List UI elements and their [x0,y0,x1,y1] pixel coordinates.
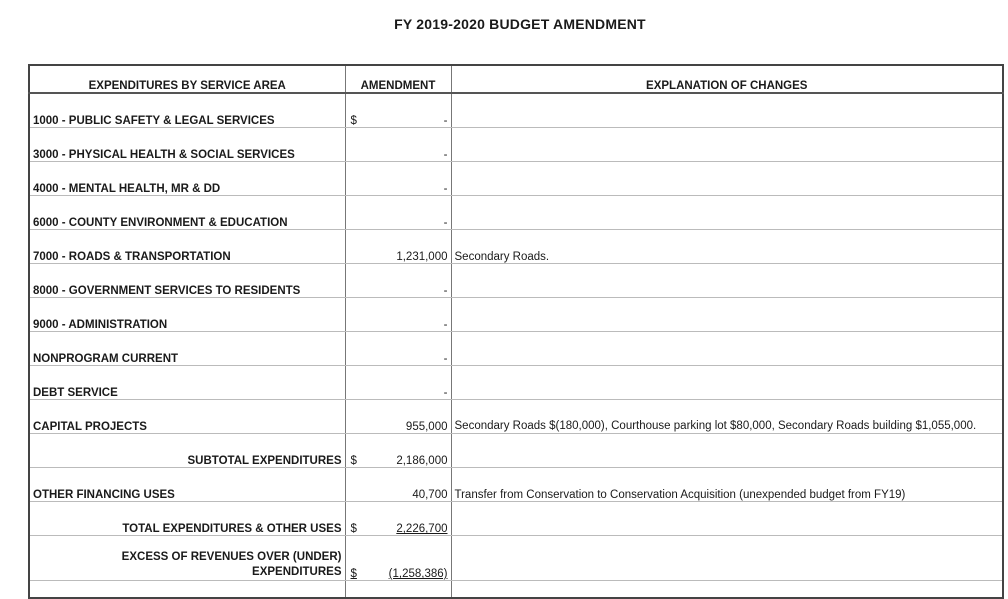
table-row [29,128,1003,162]
currency-symbol: $ [350,455,357,467]
other-financing-label: OTHER FINANCING USES [29,468,345,502]
amendment-amount [345,332,451,366]
amendment-amount [345,162,451,196]
currency-symbol: $ [350,523,357,535]
amount-value: 2,226,700 [396,523,448,535]
amount-value: (1,258,386) [388,568,448,580]
other-financing-row [29,468,1003,502]
service-area: 9000 - ADMINISTRATION [29,298,345,332]
subtotal-row [29,434,1003,468]
explanation [451,434,1003,468]
page-title: FY 2019-2020 BUDGET AMENDMENT [394,16,646,32]
subtotal-label: SUBTOTAL EXPENDITURES [29,434,345,468]
amount-value: - [443,183,448,195]
explanation: Transfer from Conservation to Conservation Acquisition (unexpended budget from FY19) [451,468,1003,502]
explanation [451,536,1003,581]
header-amendment: AMENDMENT [345,65,451,93]
excess-label-line1: EXCESS OF REVENUES OVER (UNDER) [121,551,342,563]
service-area: CAPITAL PROJECTS [29,400,345,434]
service-area: 7000 - ROADS & TRANSPORTATION [29,230,345,264]
table-row [29,196,1003,230]
amount-value: 955,000 [405,421,448,433]
amount-value: - [443,353,448,365]
blank-cell [29,581,345,599]
service-area: 8000 - GOVERNMENT SERVICES TO RESIDENTS [29,264,345,298]
amendment-amount [345,230,451,264]
explanation [451,128,1003,162]
budget-amendment-table [28,64,1004,599]
service-area: NONPROGRAM CURRENT [29,332,345,366]
table-row [29,366,1003,400]
amendment-amount [345,128,451,162]
table-row [29,162,1003,196]
blank-cell [345,581,451,599]
header-row [29,65,1003,93]
explanation: Secondary Roads. [451,230,1003,264]
explanation [451,502,1003,536]
explanation: Secondary Roads $(180,000), Courthouse parking lot $80,000, Secondary Roads building $1,055,000. [451,400,1003,434]
header-area: EXPENDITURES BY SERVICE AREA [29,65,345,93]
service-area: DEBT SERVICE [29,366,345,400]
subtotal-amount [345,434,451,468]
excess-label-line2: EXPENDITURES [252,566,342,578]
service-area: 1000 - PUBLIC SAFETY & LEGAL SERVICES [29,93,345,128]
amendment-amount [345,93,451,128]
table-row [29,93,1003,128]
amount-value: - [443,387,448,399]
excess-row [29,536,1003,581]
amount-value: - [443,217,448,229]
explanation [451,162,1003,196]
table-row [29,400,1003,434]
explanation [451,196,1003,230]
excess-amount [345,536,451,581]
explanation [451,93,1003,128]
other-financing-amount [345,468,451,502]
amount-value: 40,700 [412,489,448,501]
table-row [29,230,1003,264]
currency-symbol: $ [350,568,357,580]
explanation [451,332,1003,366]
amount-value: - [443,149,448,161]
service-area: 3000 - PHYSICAL HEALTH & SOCIAL SERVICES [29,128,345,162]
amendment-amount [345,196,451,230]
amount-value: 1,231,000 [396,251,448,263]
total-row [29,502,1003,536]
amendment-amount [345,264,451,298]
amount-value: 2,186,000 [396,455,448,467]
amendment-amount [345,400,451,434]
excess-label [29,536,345,581]
amount-value: - [443,285,448,297]
explanation [451,366,1003,400]
explanation [451,264,1003,298]
total-label: TOTAL EXPENDITURES & OTHER USES [29,502,345,536]
blank-cell [451,581,1003,599]
table-row [29,332,1003,366]
amount-value: - [443,319,448,331]
amendment-amount [345,366,451,400]
service-area: 4000 - MENTAL HEALTH, MR & DD [29,162,345,196]
header-explanation: EXPLANATION OF CHANGES [451,65,1003,93]
currency-symbol: $ [350,115,357,127]
blank-row [29,581,1003,599]
service-area: 6000 - COUNTY ENVIRONMENT & EDUCATION [29,196,345,230]
table-row [29,264,1003,298]
table-row [29,298,1003,332]
amount-value: - [443,115,448,127]
total-amount [345,502,451,536]
explanation [451,298,1003,332]
amendment-amount [345,298,451,332]
